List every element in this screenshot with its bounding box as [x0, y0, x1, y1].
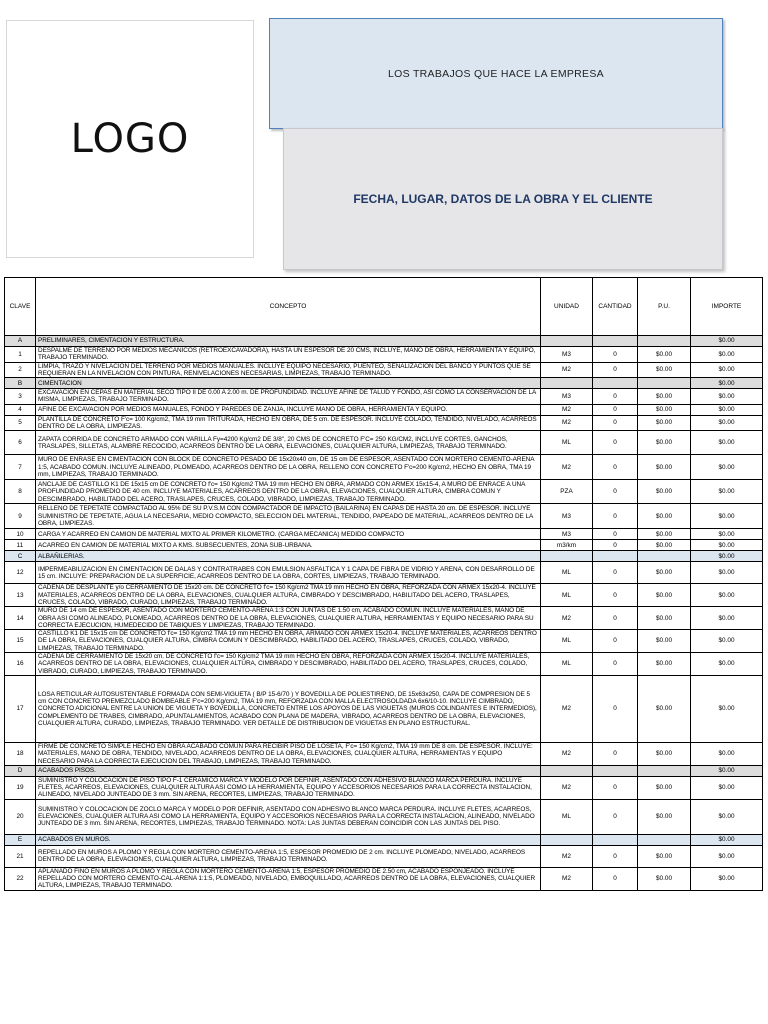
row-importe: $0.00 [691, 607, 763, 630]
budget-table [4, 277, 763, 891]
row-unidad: M2 [541, 362, 593, 378]
row-cantidad: 0 [593, 867, 638, 890]
section-importe: $0.00 [691, 336, 763, 347]
company-text: LOS TRABAJOS QUE HACE LA EMPRESA [388, 67, 604, 80]
row-unidad: PZA [541, 480, 593, 504]
row-cantidad: 0 [593, 404, 638, 415]
section-title: PRELIMINARES, CIMENTACION Y ESTRUCTURA. [36, 336, 541, 347]
row-cantidad: 0 [593, 504, 638, 529]
row-pu: $0.00 [638, 675, 691, 742]
header-unidad: UNIDAD [541, 278, 593, 336]
row-cantidad: 0 [593, 742, 638, 765]
row-importe: $0.00 [691, 776, 763, 799]
row-pu: $0.00 [638, 504, 691, 529]
row-cantidad: 0 [593, 630, 638, 653]
row-clave: 9 [5, 504, 36, 529]
section-pu [638, 834, 691, 845]
row-pu: $0.00 [638, 389, 691, 405]
row-clave: 3 [5, 389, 36, 405]
row-clave: 2 [5, 362, 36, 378]
table-row [5, 742, 763, 765]
row-unidad: M2 [541, 607, 593, 630]
section-row [5, 336, 763, 347]
row-unidad: M2 [541, 415, 593, 431]
header-clave: CLAVE [5, 278, 36, 336]
header-pu: P.U. [638, 278, 691, 336]
row-importe: $0.00 [691, 653, 763, 676]
row-concepto: CADENA DE DESPLANTE y/o CERRAMIENTO DE 15x20 cm. DE CONCRETO f'c= 150 Kg/cm2 TMA 19 mm HECHO EN OBRA, REFORZADA CON ARMEX 15x20-4. INCLUYE MATERIALES, ACARREOS DENTRO DE LA OBRA, ELEVACIONES, CUALQUIER ALTURA, CIMBRADO Y DESCIMBRADO, HABILITADO DEL ACERO, TRASLAPES, CRUCES, COLADO, VIBRADO, CURADO, LIMPIEZAS, TRABAJO TERMINADO. [36, 584, 541, 607]
row-pu: $0.00 [638, 404, 691, 415]
row-concepto: SUMINISTRO Y COLOCACION DE ZOCLO MARCA Y MODELO POR DEFINIR, ASENTADO CON ADHESIVO BLANCO MARCA PERDURA. INCLUYE FLETES, ACARREOS, ELEVACIONES, CUALQUIER ALTURA ASI COMO LA HERRAMIENTA, EQUIPO Y ACCESORIOS NECESARIOS PARA LA CORRECTA INSTALACION, ALINEADO, NIVELADO JUNTEADO DE 3 mm. SIN ARENA, RECORTES, LIMPIEZAS, TRABAJO TERMINADO. NOTA: LAS JUNTAS DEBERAN COINCIDIR CON LAS JUNTAS DEL PISO. [36, 799, 541, 834]
row-concepto: RELLENO DE TEPETATE COMPACTADO AL 95% DE SU P.V.S.M CON COMPACTADOR DE IMPACTO (BAILARINA) EN CAPAS DE HASTA 20 cm. DE ESPESOR. INCLUYE SUMINISTRO DE TEPETATE, AGUA LA NECESARIA, MEDIO COMPACTO, SELECCION DEL MATERIAL, TENDIDO, PAPEADO DE MATERIAL, ACARREOS DENTRO DE LA OBRA, LIMPIEZAS. [36, 504, 541, 529]
row-pu: $0.00 [638, 607, 691, 630]
row-cantidad: 0 [593, 455, 638, 480]
section-unidad [541, 765, 593, 776]
row-importe: $0.00 [691, 480, 763, 504]
row-concepto: CADENA DE CERRAMIENTO DE 15x20 cm. DE CONCRETO f'c= 150 Kg/cm2 TMA 19 mm HECHO EN OBRA, REFORZADA CON ARMEX 15x20-4. INCLUYE MATERIALES, ACARREOS DENTRO DE LA OBRA, ELEVACIONES, CUALQUIER ALTURA, CIMBRADO Y DESCIMBRADO, HABILITADO DEL ACERO, TRASLAPES, CRUCES, COLADO, VIBRADO, CURADO, LIMPIEZAS, TRABAJO TERMINADO. [36, 653, 541, 676]
table-row [5, 675, 763, 742]
table-row [5, 529, 763, 540]
row-clave: 16 [5, 653, 36, 676]
row-concepto: ANCLAJE DE CASTILLO K1 DE 15x15 cm DE CONCRETO f'c= 150 Kg/cm2 TMA 19 mm HECHO EN OBRA, ARMADO CON ARMEX 15x15-4, A MURO DE ENRACE A UNA PROFUNDIDAD PROMEDIO DE 40 cm. INCLUYE MATERIALES, ACARREOS DENTRO DE LA OBRA, ELEVACIONES, CUALQUIER ALTURA, CIMBRA COMUN Y DESCIMBRADO, HABILITADO DEL ACERO, TRASLAPES, CRUCES, COLADO, VIBRADO, LIMPIEZAS, TRABAJO TERMINADO. [36, 480, 541, 504]
row-concepto: IMPERMEABILIZACION EN CIMENTACION DE DALAS Y CONTRATRABES CON EMULSION ASFALTICA Y 1 CAPA DE FIBRA DE VIDRIO Y ARENA, CON DESARROLLO DE 15 cm. INCLUYE: PREPARACION DE LA SUPERFICIE, ACARREOS DENTRO DE LA OBRA, CORTES, LIMPIEZAS, TRABAJO TERMINADO. [36, 562, 541, 584]
section-clave: D [5, 765, 36, 776]
table-row [5, 415, 763, 431]
table-body [5, 336, 763, 891]
row-pu: $0.00 [638, 431, 691, 455]
section-pu [638, 378, 691, 389]
row-concepto: CARGA Y ACARREO EN CAMION DE MATERIAL MIXTO AL PRIMER KILOMETRO. (CARGA MECANICA) MEDIDO COMPACTO [36, 529, 541, 540]
row-cantidad: 0 [593, 362, 638, 378]
row-importe: $0.00 [691, 799, 763, 834]
table-row [5, 389, 763, 405]
row-clave: 5 [5, 415, 36, 431]
row-cantidad: 0 [593, 540, 638, 551]
row-importe: $0.00 [691, 867, 763, 890]
row-clave: 10 [5, 529, 36, 540]
row-unidad: M3 [541, 529, 593, 540]
row-cantidad: 0 [593, 415, 638, 431]
table-row [5, 562, 763, 584]
row-importe: $0.00 [691, 630, 763, 653]
row-concepto: APLANADO FINO EN MUROS A PLOMO Y REGLA CON MORTERO CEMENTO-ARENA 1:5, ESPESOR PROMEDIO DE 2.50 cm, ACABADO ESPONJEADO. INCLUYE REPELLADO CON MORTERO CEMENTO-CAL-ARENA 1:1:5, PLOMEADO, NIVELADO, EMBOQUILLADO, ACARREOS DENTRO DE LA OBRA, ELEVACIONES, CUALQUIER ALTURA, LIMPIEZAS, TRABAJO TERMINADO. [36, 867, 541, 890]
row-concepto: ZAPATA CORRIDA DE CONCRETO ARMADO CON VARILLA Fy=4200 Kg/cm2 DE 3/8", 20 CMS DE CONCRETO F'C= 250 KG/CM2, INCLUYE CORTES, GANCHOS, TRASLAPES, SILLETAS, ALAMBRE RECOCIDO, ACARREOS DENTRO DE LA OBRA, ELEVACIONES, CUALQUIER ALTURA, LIMPIEZAS, TRABAJO TERMINADO. [36, 431, 541, 455]
table-row [5, 480, 763, 504]
row-pu: $0.00 [638, 867, 691, 890]
section-unidad [541, 336, 593, 347]
table-row [5, 799, 763, 834]
row-clave: 4 [5, 404, 36, 415]
row-concepto: MURO DE 14 cm DE ESPESOR, ASENTADO CON MORTERO CEMENTO-ARENA 1:3 CON JUNTAS DE 1.50 cm, ACABADO COMUN. INCLUYE MATERIALES, MANO DE OBRA ASI COMO ALINEADO, PLOMEADO, ACARREOS DENTRO DE LA OBRA, ELEVACIONES, CUALQUIER ALTURA, HERRAMIENTAS Y EQUIPO NECESARIO PARA SU CORRECTA EJECUCION, HUMEDECIDO DE TABIQUES Y LIMPIEZAS, TRABAJO TERMINADO. [36, 607, 541, 630]
row-clave: 20 [5, 799, 36, 834]
row-importe: $0.00 [691, 742, 763, 765]
table-row [5, 404, 763, 415]
table-row [5, 630, 763, 653]
section-cantidad [593, 765, 638, 776]
row-concepto: LOSA RETICULAR AUTOSUSTENTABLE FORMADA CON SEMI-VIGUETA ( B/P 15-6/70 ) Y BOVEDILLA DE POLIESTIRENO, DE 15x63x250, CAPA DE COMPRESION DE 5 cm CON CONCRETO PREMEZCLADO BOMBEABLE F'c=200 Kg/cm2, TMA 19 mm, REFORZADA CON MALLA ELECTROSOLDADA 6x6/10-10. INCLUYE CIMBRADO, CONCRETO ADICIONAL ENTRE LA UNION DE VIGUETA Y BOVEDILLA, CONCRETO ENTRE LOS APOYOS DE LAS VIGUETAS (MUROS COLINDANTES E INTERMEDIOS), COMPLEMENTO DE TRABES, CIMBRADO, APUNTALAMIENTOS, ACABADO CON PLANA DE MADERA, VIBRADO, ACARREOS DENTRO DE LA OBRA, ELEVACIONES, CUALQUIER ALTURA, CURADO, LIMPIEZAS, TRABAJO TERMINADO. VER DETALLE DE DISTRIBUCION DE VIGUETAS EN PLANO ESTRUCTURAL. [36, 675, 541, 742]
row-pu: $0.00 [638, 799, 691, 834]
table-row [5, 584, 763, 607]
row-cantidad: 0 [593, 562, 638, 584]
row-importe: $0.00 [691, 675, 763, 742]
row-clave: 11 [5, 540, 36, 551]
section-clave: A [5, 336, 36, 347]
row-concepto: DESPALME DE TERRENO POR MEDIOS MECANICOS (RETROEXCAVADORA), HASTA UN ESPESOR DE 20 CMS, INCLUYE, MANO DE OBRA, HERRAMIENTA Y EQUIPO, TRABAJO TERMINADO. [36, 347, 541, 363]
table-row [5, 653, 763, 676]
table-row [5, 776, 763, 799]
row-importe: $0.00 [691, 404, 763, 415]
section-title: ALBAÑILERIAS. [36, 551, 541, 562]
date-location-text: FECHA, LUGAR, DATOS DE LA OBRA Y EL CLIENTE [353, 192, 653, 206]
row-importe: $0.00 [691, 389, 763, 405]
row-importe: $0.00 [691, 347, 763, 363]
row-unidad: ML [541, 562, 593, 584]
row-importe: $0.00 [691, 415, 763, 431]
section-importe: $0.00 [691, 765, 763, 776]
row-pu: $0.00 [638, 742, 691, 765]
row-cantidad: 0 [593, 675, 638, 742]
table-row [5, 347, 763, 363]
row-pu: $0.00 [638, 480, 691, 504]
section-title: ACABADOS PISOS. [36, 765, 541, 776]
row-concepto: ACARREO EN CAMION DE MATERIAL MIXTO A KMS. SUBSECUENTES, ZONA SUB-URBANA. [36, 540, 541, 551]
row-clave: 8 [5, 480, 36, 504]
table-row [5, 867, 763, 890]
row-concepto: FIRME DE CONCRETO SIMPLE HECHO EN OBRA ACABADO COMUN PARA RECIBIR PISO DE LOSETA, F'c= 150 Kg/cm2, TMA 19 mm DE 8 cm. DE ESPESOR. INCLUYE: MATERIALES, MANO DE OBRA, TENDIDO, NIVELADO, ACARREOS DENTRO DE LA OBRA, ELEVACIONES, CUALQUIER ALTURA, HERRAMIENTAS Y EQUIPO NECESARIO PARA LA CORRECTA EJECUCION DEL TRABAJO, LIMPIEZAS, TRABAJO TERMINADO. [36, 742, 541, 765]
row-unidad: M2 [541, 742, 593, 765]
row-clave: 19 [5, 776, 36, 799]
section-pu [638, 765, 691, 776]
section-cantidad [593, 834, 638, 845]
row-cantidad: 0 [593, 347, 638, 363]
row-concepto: EXCAVACION EN CEPAS EN MATERIAL SECO TIPO II DE 0.00 A 2.00 m. DE PROFUNDIDAD. INCLUYE AFINE DE TALUD Y FONDO, ASI COMO LA CONSERVACION DE LA MISMA, LIMPIEZAS, TRABAJO TERMINADO. [36, 389, 541, 405]
row-clave: 13 [5, 584, 36, 607]
row-clave: 1 [5, 347, 36, 363]
row-unidad: ML [541, 653, 593, 676]
row-clave: 21 [5, 845, 36, 867]
section-row [5, 834, 763, 845]
section-cantidad [593, 378, 638, 389]
row-concepto: LIMPIA, TRAZO Y NIVELACION DEL TERRENO POR MEDIOS MANUALES. INCLUYE EQUIPO NECESARIO, PUENTEO, SEÑALIZACION DEL BANCO Y PUNTOS QUE SE REQUIERAN EN LA NIVELACION CON PINTURA, RENIVELACIONES NECESARIAS, LIMPIEZAS, TRABAJO TERMINADO. [36, 362, 541, 378]
row-pu: $0.00 [638, 776, 691, 799]
company-box [269, 18, 723, 129]
section-cantidad [593, 336, 638, 347]
row-pu: $0.00 [638, 540, 691, 551]
row-unidad: m3/km [541, 540, 593, 551]
row-unidad: M2 [541, 845, 593, 867]
section-unidad [541, 378, 593, 389]
row-clave: 18 [5, 742, 36, 765]
table-row [5, 455, 763, 480]
row-unidad: M2 [541, 867, 593, 890]
row-importe: $0.00 [691, 584, 763, 607]
row-concepto: SUMINISTRO Y COLOCACION DE PISO TIPO F-1 CERAMICO MARCA Y MODELO POR DEFINIR, ASENTADO CON ADHESIVO BLANCO MARCA PERDURA. INCLUYE FLETES, ACARREOS, ELEVACIONES, CUALQUIER ALTURA ASI COMO LA HERRAMIENTA, EQUIPO Y ACCESORIOS NECESARIOS PARA LA CORRECTA INSTALACION, ALINEADO, NIVELADO JUNTEADO DE 3 mm. SIN ARENA, RECORTES, LIMPIEZAS, TRABAJO TERMINADO. [36, 776, 541, 799]
logo-text: LOGO [70, 116, 190, 162]
section-pu [638, 551, 691, 562]
date-location-box [283, 128, 723, 270]
row-pu: $0.00 [638, 347, 691, 363]
row-unidad: ML [541, 431, 593, 455]
table-row [5, 431, 763, 455]
table-row [5, 540, 763, 551]
header-cantidad: CANTIDAD [593, 278, 638, 336]
row-cantidad: 0 [593, 607, 638, 630]
section-clave: C [5, 551, 36, 562]
row-concepto: REPELLADO EN MUROS A PLOMO Y REGLA CON MORTERO CEMENTO-ARENA 1:5, ESPESOR PROMEDIO DE 2 cm. INCLUYE PLOMEADO, NIVELADO, ACARREOS DENTRO DE LA OBRA, ELEVACIONES, CUALQUIER ALTURA, LIMPIEZAS, TRABAJO TERMINADO. [36, 845, 541, 867]
row-unidad: ML [541, 630, 593, 653]
row-cantidad: 0 [593, 529, 638, 540]
row-clave: 17 [5, 675, 36, 742]
logo-placeholder [6, 20, 254, 258]
row-unidad: M3 [541, 347, 593, 363]
row-cantidad: 0 [593, 584, 638, 607]
section-clave: B [5, 378, 36, 389]
header-importe: IMPORTE [691, 278, 763, 336]
header-concepto: CONCEPTO [36, 278, 541, 336]
row-pu: $0.00 [638, 362, 691, 378]
row-clave: 7 [5, 455, 36, 480]
row-pu: $0.00 [638, 653, 691, 676]
row-importe: $0.00 [691, 455, 763, 480]
row-importe: $0.00 [691, 529, 763, 540]
row-cantidad: 0 [593, 776, 638, 799]
row-pu: $0.00 [638, 415, 691, 431]
row-cantidad: 0 [593, 799, 638, 834]
row-clave: 14 [5, 607, 36, 630]
row-unidad: M2 [541, 675, 593, 742]
row-unidad: ML [541, 584, 593, 607]
row-cantidad: 0 [593, 480, 638, 504]
row-importe: $0.00 [691, 562, 763, 584]
section-importe: $0.00 [691, 834, 763, 845]
row-importe: $0.00 [691, 431, 763, 455]
section-unidad [541, 551, 593, 562]
row-cantidad: 0 [593, 653, 638, 676]
row-pu: $0.00 [638, 455, 691, 480]
section-title: CIMENTACION [36, 378, 541, 389]
row-cantidad: 0 [593, 389, 638, 405]
row-clave: 6 [5, 431, 36, 455]
table-row [5, 362, 763, 378]
section-importe: $0.00 [691, 378, 763, 389]
row-pu: $0.00 [638, 630, 691, 653]
row-concepto: MURO DE ENRASE EN CIMENTACION CON BLOCK DE CONCRETO PESADO DE 15x20x40 cm, DE 15 cm DE ESPESOR, ASENTADO CON MORTERO CEMENTO-ARENA 1:5, ACABADO COMUN. INCLUYE ALINEADO, PLOMEADO, ACARREOS DENTRO DE LA OBRA, RELLENO CON CONCRETO F'c=200 Kg/cm2, HECHO EN OBRA, TMA 19 mm, LIMPIEZAS, TRABAJO TERMINADO. [36, 455, 541, 480]
row-clave: 15 [5, 630, 36, 653]
row-unidad: M2 [541, 404, 593, 415]
section-row [5, 551, 763, 562]
row-unidad: M3 [541, 504, 593, 529]
row-concepto: AFINE DE EXCAVACION POR MEDIOS MANUALES, FONDO Y PAREDES DE ZANJA, INCLUYE MANO DE OBRA, HERRAMIENTA Y EQUIPO. [36, 404, 541, 415]
table-row [5, 607, 763, 630]
row-clave: 22 [5, 867, 36, 890]
section-importe: $0.00 [691, 551, 763, 562]
row-importe: $0.00 [691, 362, 763, 378]
row-importe: $0.00 [691, 845, 763, 867]
row-pu: $0.00 [638, 529, 691, 540]
row-unidad: M3 [541, 389, 593, 405]
row-unidad: ML [541, 799, 593, 834]
row-clave: 12 [5, 562, 36, 584]
row-cantidad: 0 [593, 431, 638, 455]
section-unidad [541, 834, 593, 845]
row-pu: $0.00 [638, 845, 691, 867]
section-cantidad [593, 551, 638, 562]
row-unidad: M2 [541, 776, 593, 799]
row-importe: $0.00 [691, 504, 763, 529]
table-header-row [5, 278, 763, 336]
table-row [5, 504, 763, 529]
section-clave: E [5, 834, 36, 845]
table-row [5, 845, 763, 867]
row-importe: $0.00 [691, 540, 763, 551]
row-concepto: CASTILLO K1 DE 15x15 cm DE CONCRETO f'c= 150 Kg/cm2 TMA 19 mm HECHO EN OBRA, ARMADO CON ARMEX 15x20-4. INCLUYE MATERIALES, ACARREOS DENTRO DE LA OBRA, ELEVACIONES, CUALQUIER ALTURA, CIMBRA COMUN Y DESCIMBRADO, HABILITADO DEL ACERO, TRASLAPES, CRUCES, COLADO, VIBRADO, LIMPIEZAS, TRABAJO TERMINADO. [36, 630, 541, 653]
section-pu [638, 336, 691, 347]
section-row [5, 378, 763, 389]
section-row [5, 765, 763, 776]
row-pu: $0.00 [638, 562, 691, 584]
row-cantidad: 0 [593, 845, 638, 867]
row-unidad: M2 [541, 455, 593, 480]
section-title: ACABADOS EN MUROS. [36, 834, 541, 845]
row-pu: $0.00 [638, 584, 691, 607]
row-concepto: PLANTILLA DE CONCRETO F'c= 100 Kg/cm2, TMA 19 mm TRITURADA, HECHO EN OBRA, DE 5 cm. DE ESPESOR. INCLUYE COLADO, TENDIDO, NIVELADO, ACARREOS DENTRO DE LA OBRA, LIMPIEZAS. [36, 415, 541, 431]
